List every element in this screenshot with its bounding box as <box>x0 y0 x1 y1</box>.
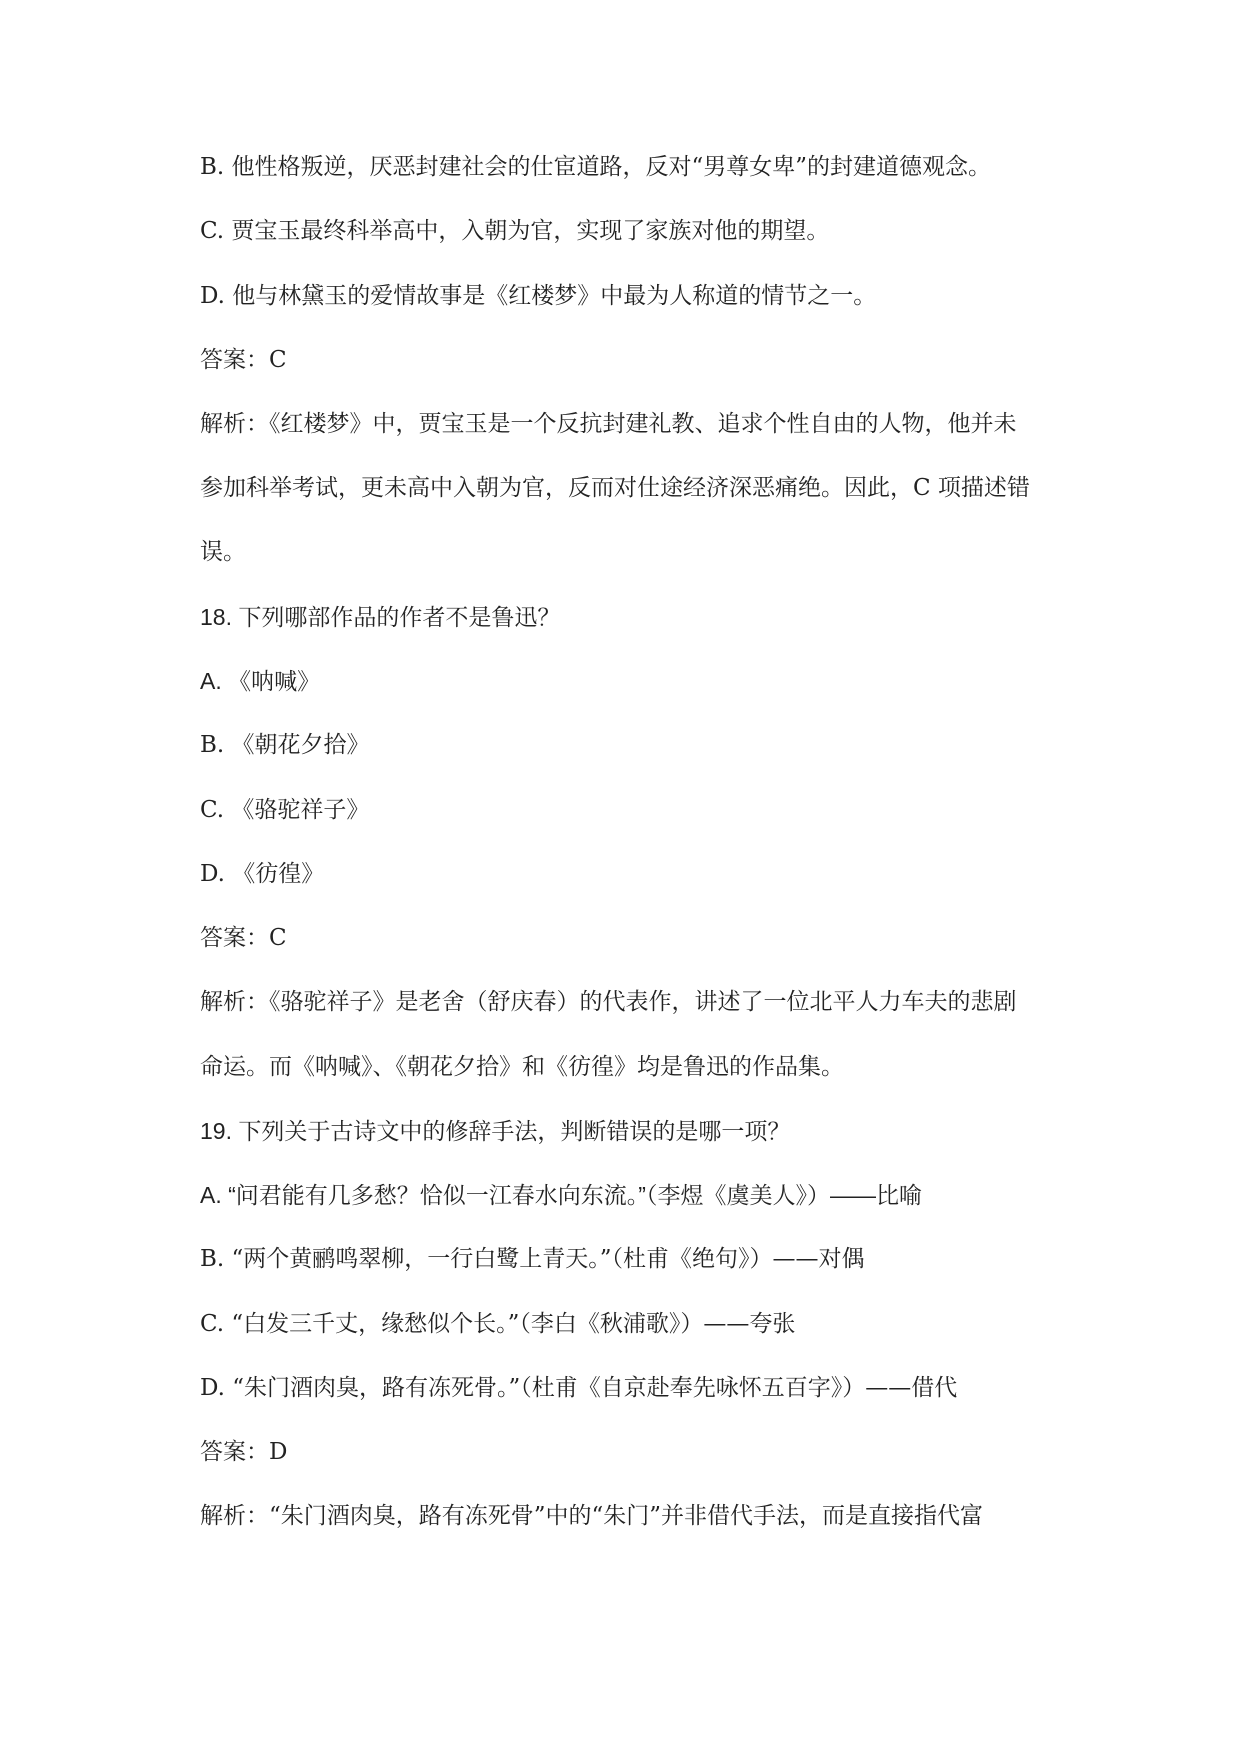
q17-analysis-line-1: 解析：《红楼梦》中，贾宝玉是一个反抗封建礼教、追求个性自由的人物，他并未 <box>200 411 1017 437</box>
q18-question: 18. 下列哪部作品的作者不是鲁迅？ <box>200 604 561 630</box>
q19-analysis-line-1: 解析：“朱门酒肉臭，路有冻死骨”中的“朱门”并非借代手法，而是直接指代富 <box>200 1503 984 1529</box>
q17-option-b: B. 他性格叛逆，厌恶封建社会的仕宦道路，反对“男尊女卑”的封建道德观念。 <box>200 154 992 180</box>
q17-option-c: C. 贾宝玉最终科举高中，入朝为官，实现了家族对他的期望。 <box>200 218 830 244</box>
q19-option-c: C. “白发三千丈，缘愁似个长。”（李白《秋浦歌》）——夸张 <box>200 1311 796 1337</box>
q19-question: 19. 下列关于古诗文中的修辞手法，判断错误的是哪一项？ <box>200 1118 791 1144</box>
q18-analysis-line-2: 命运。而《呐喊》、《朝花夕拾》和《彷徨》均是鲁迅的作品集。 <box>200 1054 844 1080</box>
q19-option-a: A. “问君能有几多愁？恰似一江春水向东流。”（李煜《虞美人》）——比喻 <box>200 1182 922 1208</box>
q17-analysis-line-2: 参加科举考试，更未高中入朝为官，反而对仕途经济深恶痛绝。因此，C 项描述错 <box>200 475 1030 501</box>
q17-option-d: D. 他与林黛玉的爱情故事是《红楼梦》中最为人称道的情节之一。 <box>200 283 877 309</box>
q19-option-d: D. “朱门酒肉臭，路有冻死骨。”（杜甫《自京赴奉先咏怀五百字》）——借代 <box>200 1375 958 1401</box>
q18-option-c: C. 《骆驼祥子》 <box>200 797 370 823</box>
q17-analysis-line-3: 误。 <box>200 539 246 565</box>
q18-option-d: D. 《彷徨》 <box>200 861 325 887</box>
q19-answer: 答案：D <box>200 1439 288 1465</box>
q18-analysis-line-1: 解析：《骆驼祥子》是老舍（舒庆春）的代表作，讲述了一位北平人力车夫的悲剧 <box>200 989 1017 1015</box>
q19-option-b: B. “两个黄鹂鸣翠柳，一行白鹭上青天。”（杜甫《绝句》）——对偶 <box>200 1246 865 1272</box>
q17-answer: 答案：C <box>200 347 287 373</box>
q18-answer: 答案：C <box>200 925 287 951</box>
q18-option-b: B. 《朝花夕拾》 <box>200 732 370 758</box>
q18-option-a: A. 《呐喊》 <box>200 668 321 694</box>
